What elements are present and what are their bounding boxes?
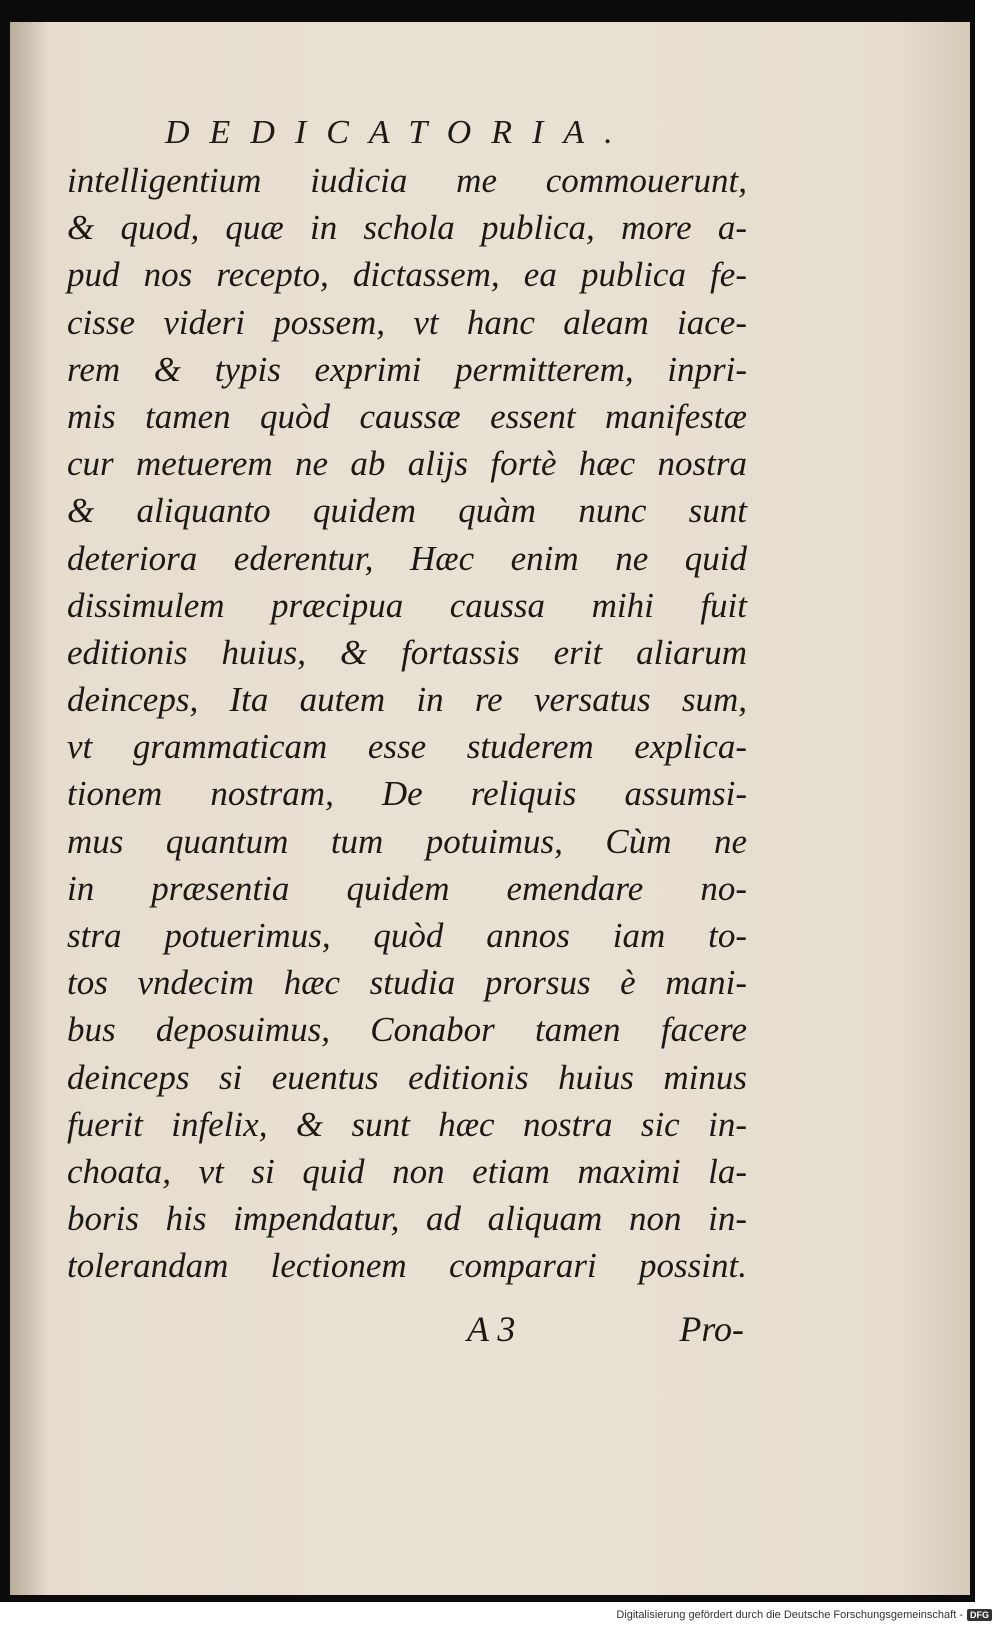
catchword: Pro- [679, 1309, 744, 1349]
text-line: pud nos recepto, dictassem, ea publica fe- [67, 255, 747, 295]
text-line: & quod, quæ in schola publica, more a- [67, 208, 747, 248]
text-line: choata, vt si quid non etiam maximi la- [67, 1151, 747, 1191]
text-line: intelligentium iudicia me commouerunt, [67, 161, 747, 200]
text-line: vt grammaticam esse studerem explica- [67, 727, 747, 767]
text-line: mis tamen quòd caussæ essent manifestæ [67, 396, 747, 436]
text-line: deteriora ederentur, Hæc enim ne quid [67, 538, 747, 578]
text-line: mus quantum tum potuimus, Cùm ne [67, 821, 747, 861]
text-line: boris his impendatur, ad aliquam non in- [67, 1199, 747, 1239]
text-line: rem & typis exprimi permitterem, inpri- [67, 349, 747, 389]
signature-mark: A 3 [467, 1309, 516, 1349]
credit-text: Digitalisierung gefördert durch die Deutsche Forschungsgemeinschaft - [616, 1609, 963, 1621]
text-line: tionem nostram, De reliquis assumsi- [67, 774, 747, 814]
running-head: DEDICATORIA. [165, 114, 633, 151]
text-line: cur metuerem ne ab alijs fortè hæc nostra [67, 444, 747, 484]
gutter-shadow [10, 22, 50, 1595]
text-line: deinceps si euentus editionis huius minus [67, 1057, 747, 1097]
dfg-logo: DFG [967, 1609, 992, 1621]
text-line: stra potuerimus, quòd annos iam to- [67, 916, 747, 955]
text-line: tos vndecim hæc studia prorsus è mani- [67, 963, 747, 1003]
page-footer [467, 1308, 767, 1352]
text-line: tolerandam lectionem comparari possint. [67, 1246, 747, 1286]
text-line: fuerit infelix, & sunt hæc nostra sic in- [67, 1104, 747, 1144]
book-page [10, 22, 970, 1595]
digitization-credit [616, 1606, 992, 1624]
text-line: cisse videri possem, vt hanc aleam iace- [67, 302, 747, 342]
text-line: dissimulem præcipua caussa mihi fuit [67, 585, 747, 625]
text-line: bus deposuimus, Conabor tamen facere [67, 1010, 747, 1050]
text-line: in præsentia quidem emendare no- [67, 868, 747, 908]
text-line: editionis huius, & fortassis erit aliarum [67, 632, 747, 672]
text-line: deinceps, Ita autem in re versatus sum, [67, 680, 747, 720]
body-text [67, 157, 747, 1290]
text-line: & aliquanto quidem quàm nunc sunt [67, 491, 747, 531]
